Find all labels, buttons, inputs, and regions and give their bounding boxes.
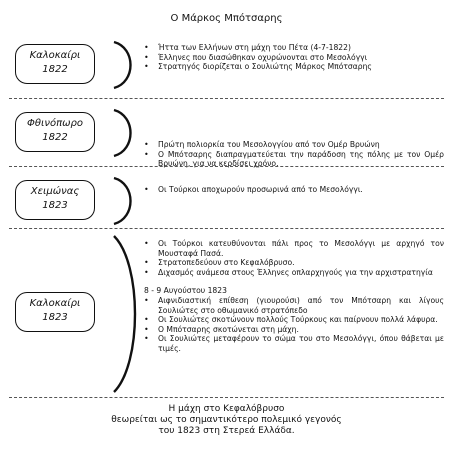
list-item: • Οι Τούρκοι αποχωρούν προσωρινά από το Μεσολόγγι. bbox=[144, 185, 444, 195]
conclusion bbox=[0, 404, 453, 437]
season-year: 1822 bbox=[42, 64, 68, 75]
season-name: Χειμώνας bbox=[30, 186, 80, 197]
list-item: • Ο Μπότσαρης σκοτώνεται στη μάχη. bbox=[144, 325, 444, 335]
bracket-2 bbox=[112, 108, 138, 158]
list-item: • Οι Σουλιώτες σκοτώνουν πολλούς Τούρκους και παίρνουν πολλά λάφυρα. bbox=[144, 315, 444, 325]
list-item: • Ο Μπότσαρης διαπραγματεύεται την παράδοση της πόλης με τον Ομέρ Βρυώνη, για να κερδίσει χρόνο. bbox=[144, 150, 444, 169]
season-year: 1823 bbox=[42, 200, 68, 211]
conclusion-line: του 1823 στη Στερεά Ελλάδα. bbox=[158, 426, 295, 436]
season-box-autumn-1822 bbox=[15, 112, 95, 152]
list-item: • Οι Τούρκοι κατευθύνονται πάλι προς το Μεσολόγγι με αρχηγό τον Μουσταφά Πασά. bbox=[144, 239, 444, 258]
conclusion-line: θεωρείται ως το σημαντικότερο πολεμικό γεγονός bbox=[111, 415, 342, 425]
section-2-list bbox=[144, 140, 444, 169]
season-box-summer-1822 bbox=[15, 44, 95, 84]
season-name: Καλοκαίρι bbox=[29, 50, 81, 61]
bracket-1 bbox=[112, 40, 138, 90]
bracket-4 bbox=[112, 234, 142, 394]
divider bbox=[9, 228, 444, 229]
season-box-summer-1823 bbox=[15, 292, 95, 332]
bracket-3 bbox=[112, 176, 138, 226]
list-item: • Στρατηγός διορίζεται ο Σουλιώτης Μάρκος Μπότσαρης bbox=[144, 62, 444, 72]
list-item: • Πρώτη πολιορκία του Μεσολογγίου από τον Ομέρ Βρυώνη bbox=[144, 140, 444, 150]
divider bbox=[9, 98, 444, 99]
season-name: Καλοκαίρι bbox=[29, 298, 81, 309]
season-year: 1822 bbox=[42, 132, 68, 143]
list-item: • Οι Σουλιώτες μεταφέρουν το σώμα του στο Μεσολόγγι, όπου θάβεται με τιμές. bbox=[144, 334, 444, 353]
list-item: • Έλληνες που διασώθηκαν οχυρώνονται στο Μεσολόγγι bbox=[144, 53, 444, 63]
section-3-list bbox=[144, 185, 444, 195]
season-box-winter-1823 bbox=[15, 180, 95, 220]
page-title: Ο Μάρκος Μπότσαρης bbox=[170, 13, 283, 24]
section-1-list bbox=[144, 43, 444, 72]
list-item: • Αιφνιδιαστική επίθεση (γιουρούσι) από τον Μπότσαρη και λίγους Σουλιώτες στο οθωμανικό στρατόπεδο bbox=[144, 296, 444, 315]
list-item: • Ήττα των Ελλήνων στη μάχη του Πέτα (4-7-1822) bbox=[144, 43, 444, 53]
list-item: • Διχασμός ανάμεσα στους Έλληνες οπλαρχηγούς για την αρχιστρατηγία bbox=[144, 268, 444, 278]
section-4-list bbox=[144, 239, 444, 354]
divider bbox=[9, 166, 444, 167]
season-year: 1823 bbox=[42, 312, 68, 323]
divider bbox=[9, 397, 444, 398]
season-name: Φθινόπωρο bbox=[27, 118, 83, 129]
conclusion-line: Η μάχη στο Κεφαλόβρυσο bbox=[168, 404, 285, 414]
date-line: 8 - 9 Αυγούστου 1823 bbox=[144, 286, 227, 296]
list-item: • Στρατοπεδεύουν στο Κεφαλόβρυσο. bbox=[144, 258, 444, 268]
